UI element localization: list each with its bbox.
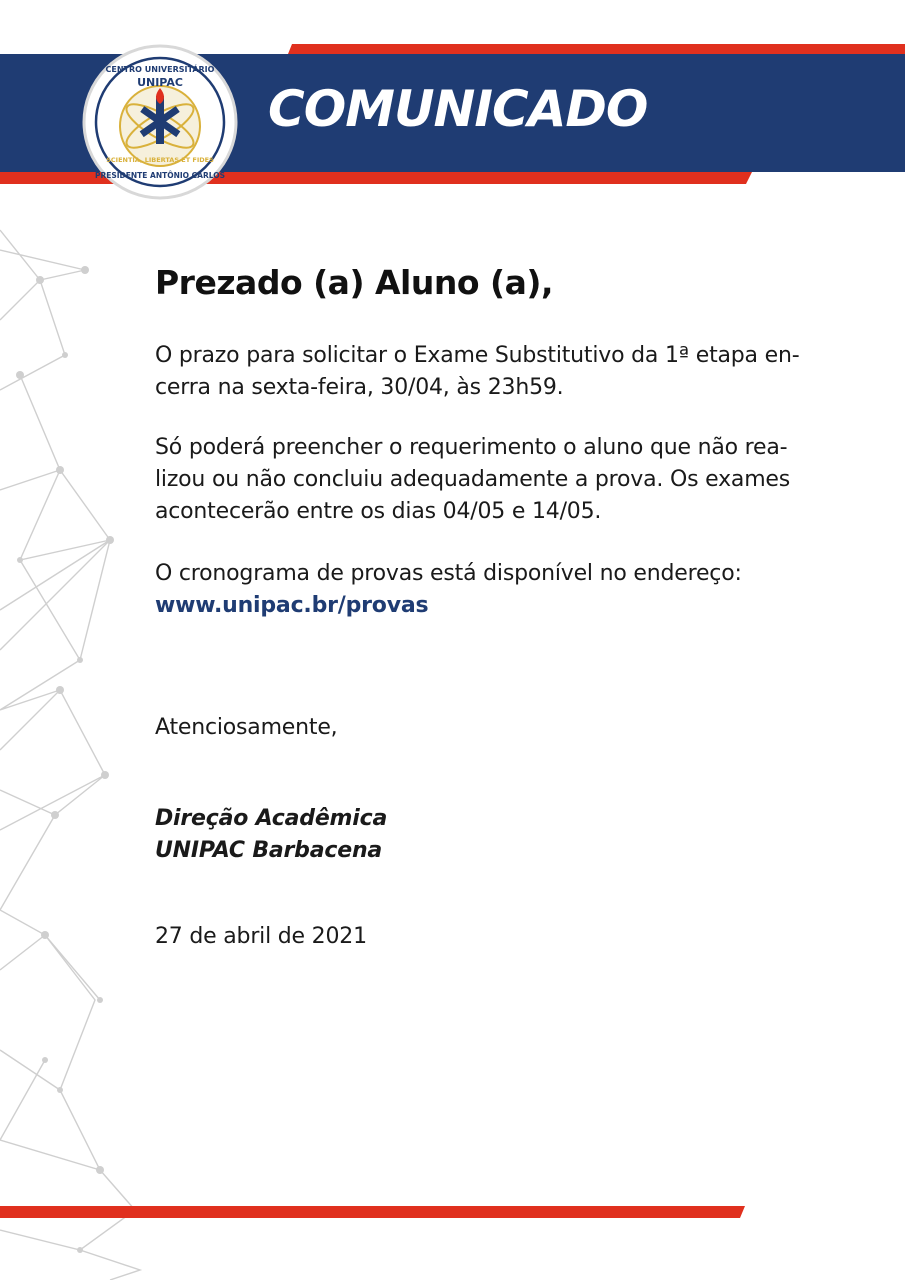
paragraph-line: lizou ou não concluiu adequadamente a prova. Os exames bbox=[155, 467, 791, 492]
network-decoration bbox=[0, 190, 160, 1280]
paragraph-line: cerra na sexta-feira, 30/04, às 23h59. bbox=[155, 375, 564, 400]
seal-top-text: CENTRO UNIVERSITÁRIO bbox=[105, 65, 215, 74]
paragraph-deadline bbox=[155, 340, 799, 404]
date: 27 de abril de 2021 bbox=[155, 924, 367, 949]
unipac-seal-logo bbox=[82, 44, 238, 200]
paragraph-line: Só poderá preencher o requerimento o aluno que não rea- bbox=[155, 435, 788, 460]
paragraph-line: O cronograma de provas está disponível no endereço: bbox=[155, 561, 742, 586]
closing: Atenciosamente, bbox=[155, 715, 338, 740]
banner-title: COMUNICADO bbox=[268, 80, 648, 138]
footer-stripe bbox=[0, 1206, 745, 1218]
provas-link[interactable]: www.unipac.br/provas bbox=[155, 593, 429, 618]
paragraph-schedule bbox=[155, 558, 742, 622]
signature-line-campus: UNIPAC Barbacena bbox=[155, 838, 383, 863]
paragraph-line: acontecerão entre os dias 04/05 e 14/05. bbox=[155, 499, 602, 524]
seal-name: UNIPAC bbox=[137, 76, 183, 89]
signature-line-department: Direção Acadêmica bbox=[155, 806, 388, 831]
seal-bottom-text: PRESIDENTE ANTÔNIO CARLOS bbox=[94, 171, 226, 180]
greeting: Prezado (a) Aluno (a), bbox=[155, 263, 553, 302]
paragraph-line: O prazo para solicitar o Exame Substitutivo da 1ª etapa en- bbox=[155, 343, 800, 368]
signature bbox=[155, 803, 387, 867]
paragraph-eligibility bbox=[155, 432, 790, 528]
seal-motto: SCIENTIA, LIBERTAS ET FIDES bbox=[106, 156, 214, 164]
